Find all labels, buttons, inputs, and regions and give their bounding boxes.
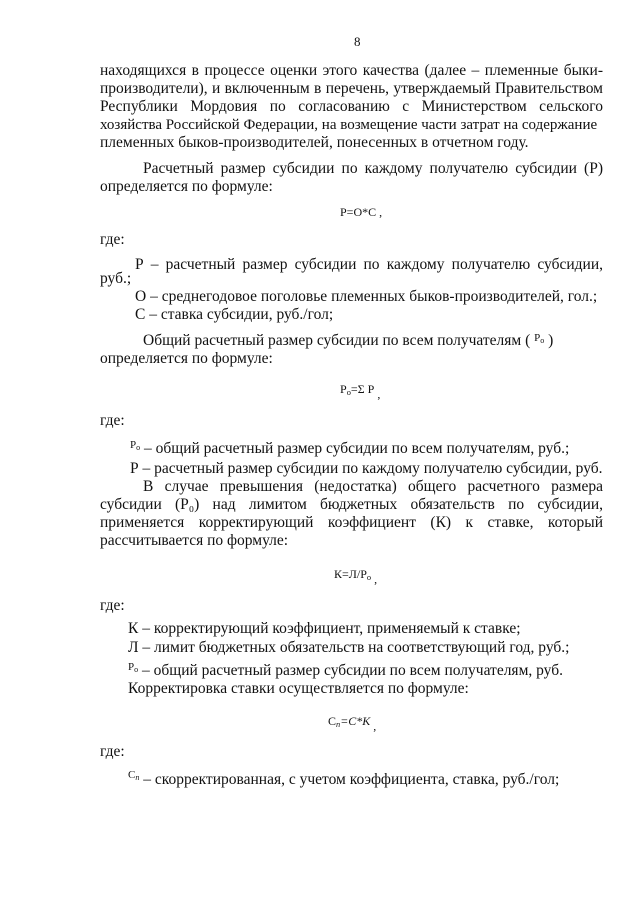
excess-line-2: субсидии (Р₀) над лимитом бюджетных обязательств по субсидии, bbox=[100, 496, 603, 513]
def-cn: $^{С_п}$ – скорректированная, с учетом коэффициента, ставка, руб./гол; bbox=[128, 769, 560, 788]
excess-line-4: рассчитывается по формуле: bbox=[100, 532, 289, 549]
where-label-2: где: bbox=[100, 412, 125, 429]
def-po-2: $^{Р_о}$ – общий расчетный размер субсидии по всем получателям, руб. bbox=[128, 661, 563, 679]
where-label-1: где: bbox=[100, 231, 125, 248]
formula-k-equals-l-po: $К=Л/Р_о$ , bbox=[334, 567, 378, 586]
adjustment-intro: Корректировка ставки осуществляется по формуле: bbox=[128, 680, 469, 697]
formula-po-sum: $Р_о=\Sigma$ Р , bbox=[340, 382, 381, 401]
formula1-intro-line-1: Расчетный размер субсидии по каждому получателю субсидии (Р) bbox=[143, 160, 603, 177]
def-k: К – корректирующий коэффициент, применяемый к ставке; bbox=[128, 620, 521, 637]
excess-line-3: применяется корректирующий коэффициент (К) к ставке, который bbox=[100, 514, 603, 531]
intro-line-3: Республики Мордовия по согласованию с Министерством сельского bbox=[100, 98, 603, 115]
def-l: Л – лимит бюджетных обязательств на соответствующий год, руб.; bbox=[128, 639, 570, 656]
page-number: 8 bbox=[354, 34, 361, 49]
intro-line-2: производители), и включенным в перечень, утверждаемый Правительством bbox=[100, 80, 603, 97]
excess-line-1: В случае превышения (недостатка) общего расчетного размера bbox=[143, 478, 603, 495]
formula-p-equals-o-c: Р=О*С , bbox=[340, 205, 383, 219]
def-po: $^{Р_о}$ – общий расчетный размер субсидии по всем получателям, руб.; bbox=[130, 439, 570, 457]
where-label-3: где: bbox=[100, 597, 125, 614]
def-p-2: Р – расчетный размер субсидии по каждому получателю субсидии, руб. bbox=[130, 460, 603, 477]
intro-line-4: хозяйства Российской Федерации, на возмещение части затрат на содержание bbox=[100, 117, 598, 133]
formula-cn-equals-c-k: $С_п=С*К$ , bbox=[328, 714, 377, 733]
def-p-unit: руб.; bbox=[100, 270, 132, 287]
where-label-4: где: bbox=[100, 743, 125, 760]
def-o: О – среднегодовое поголовье племенных быков-производителей, гол.; bbox=[135, 288, 598, 305]
def-p: Р – расчетный размер субсидии по каждому получателю субсидии, bbox=[135, 256, 603, 273]
po-intro-line-2: определяется по формуле: bbox=[100, 350, 273, 367]
formula1-intro-line-2: определяется по формуле: bbox=[100, 178, 273, 195]
intro-line-1: находящихся в процессе оценки этого качества (далее – племенные быки- bbox=[100, 62, 603, 79]
def-c: С – ставка субсидии, руб./гол; bbox=[135, 306, 334, 323]
intro-line-5: племенных быков-производителей, понесенных в отчетном году. bbox=[100, 134, 529, 151]
po-intro-line-1: Общий расчетный размер субсидии по всем получателям ( $^{Р_о}$ ) bbox=[143, 332, 554, 349]
